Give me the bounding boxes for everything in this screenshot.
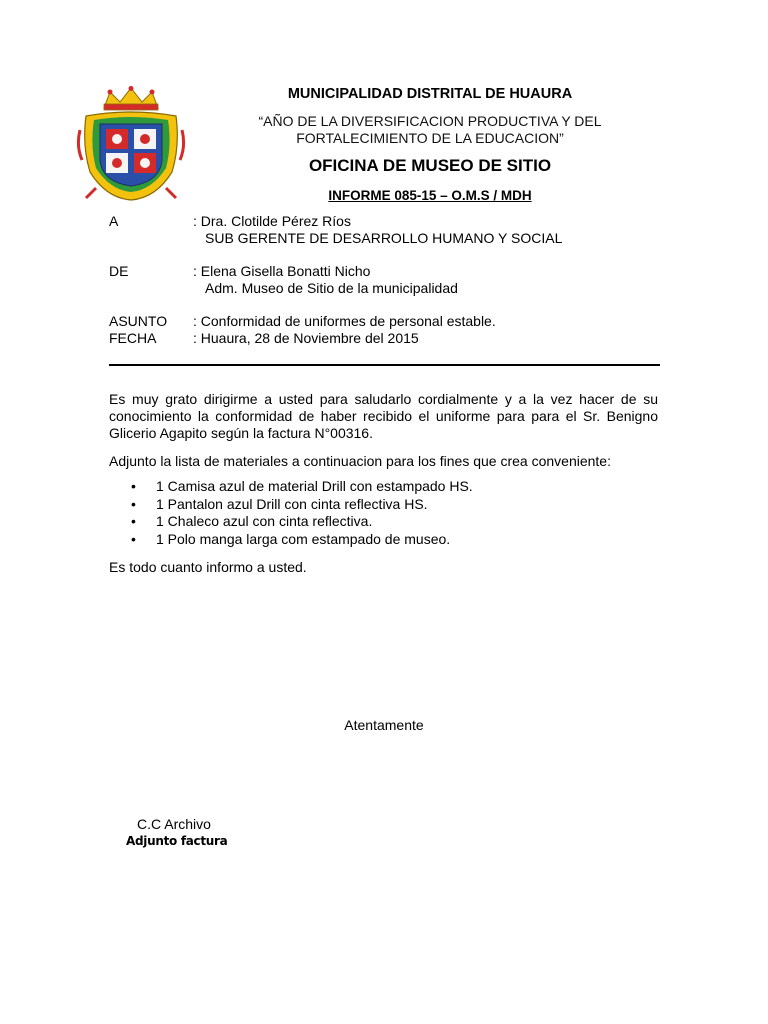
year-motto xyxy=(190,113,670,147)
closing-sentence: Es todo cuanto informo a usted. xyxy=(109,559,307,575)
motto-line-2: FORTALECIMIENTO DE LA EDUCACION” xyxy=(296,130,564,146)
bullet-icon: • xyxy=(131,495,136,512)
body-paragraph-1: Es muy grato dirigirme a usted para saludarlo cordialmente y a la vez hacer de su conocimiento la conformidad de haber recibido el uniforme para para el Sr. Benigno Glicerio Agapito según la factura N°00316. xyxy=(109,391,658,441)
from-name: : Elena Gisella Bonatti Nicho xyxy=(193,263,371,279)
report-number: INFORME 085-15 – O.M.S / MDH xyxy=(328,188,532,203)
motto-line-1: “AÑO DE LA DIVERSIFICACION PRODUCTIVA Y DEL xyxy=(258,113,602,129)
list-item: • 1 Polo manga larga com estampado de museo. xyxy=(131,530,451,547)
bullet-icon: • xyxy=(131,530,136,547)
body-paragraph-2: Adjunto la lista de materiales a continuacion para los fines que crea conveniente: xyxy=(109,453,611,469)
from-title: Adm. Museo de Sitio de la municipalidad xyxy=(205,280,458,296)
subject-value: : Conformidad de uniformes de personal estable. xyxy=(193,313,496,329)
bullet-icon: • xyxy=(131,478,136,494)
list-item: • 1 Chaleco azul con cinta reflectiva. xyxy=(131,513,373,529)
list-item: • 1 Pantalon azul Drill con cinta reflectiva HS. xyxy=(131,495,428,512)
date-label: FECHA xyxy=(109,330,157,346)
bullet-icon: • xyxy=(131,513,136,529)
date-value: : Huaura, 28 de Noviembre del 2015 xyxy=(193,330,419,346)
to-name: : Dra. Clotilde Pérez Ríos xyxy=(193,213,351,229)
list-item: • 1 Camisa azul de material Drill con estampado HS. xyxy=(131,478,473,494)
office-title: OFICINA DE MUSEO DE SITIO xyxy=(308,156,552,175)
to-label: A xyxy=(109,213,119,229)
attachment-note: Adjunto factura xyxy=(126,834,228,848)
materials-list xyxy=(109,478,473,548)
subject-label: ASUNTO xyxy=(109,313,168,329)
header-divider xyxy=(109,364,660,366)
salutation: Atentamente xyxy=(344,717,424,733)
municipality-title: MUNICIPALIDAD DISTRITAL DE HUAURA xyxy=(287,86,573,102)
municipal-coat-of-arms xyxy=(76,86,186,202)
cc-note: C.C Archivo xyxy=(137,816,211,832)
from-label: DE xyxy=(109,263,129,279)
to-title: SUB GERENTE DE DESARROLLO HUMANO Y SOCIAL xyxy=(205,230,563,246)
crown-icon xyxy=(104,86,158,110)
